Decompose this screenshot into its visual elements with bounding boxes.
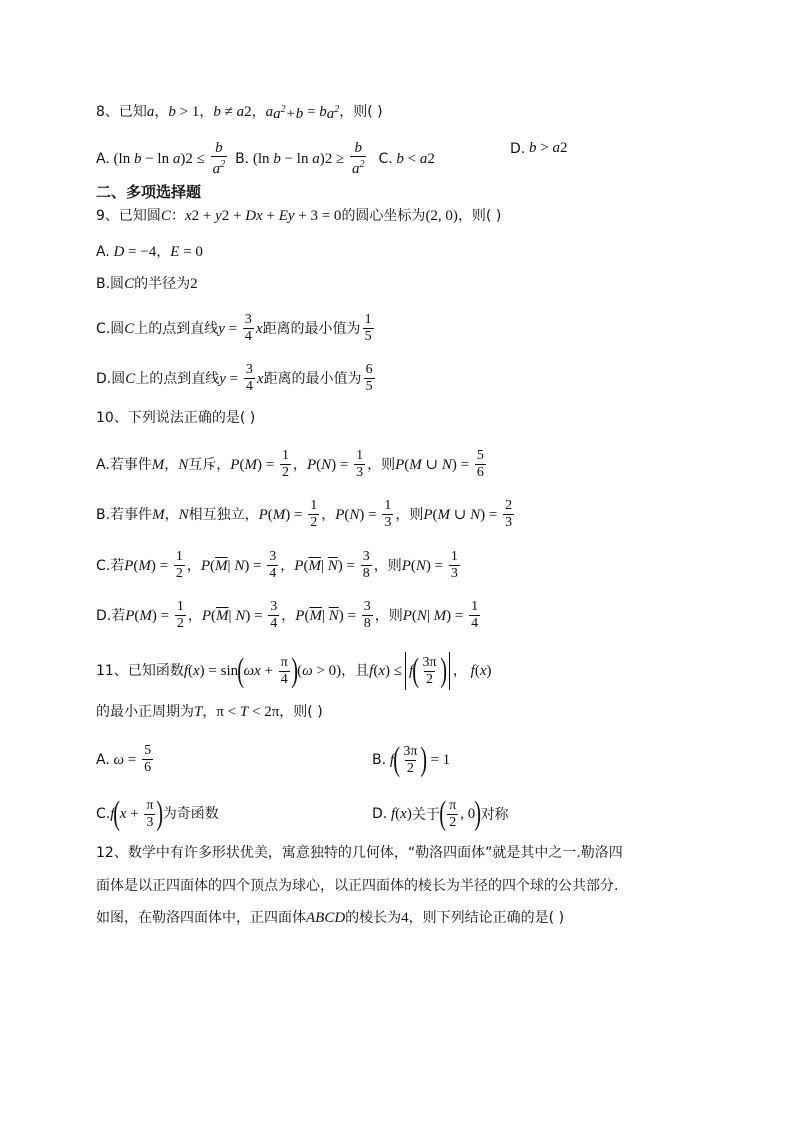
q10-option-c: C.若 P ( M ) = $\frac{1}{2}$ ， P ( $\overline{M}$ | N ) = $\frac{3}{4}$ ， P ( $\overline{M}$ | $\overline{N}$ ) = $\frac{3}{8}$ ，则 P ( N ) = $\frac{1}{3}$ xyxy=(96,549,458,581)
q11-option-a: A. ω = $\frac{5}{6}$ xyxy=(96,743,152,775)
q9-option-a: A. D = −4 ， E = 0 xyxy=(96,244,203,260)
q9-option-c: C.圆 C 上的点到直线 y = $\frac{3}{4}$ x 距离的最小值为 $\frac{1}{5}$ xyxy=(96,312,372,344)
section-title: 二、多项选择题 xyxy=(96,183,202,201)
q12-line-3: 如图，在勒洛四面体中，正四面体 ABCD 的棱长为 4 ，则下列结论正确的是( ) xyxy=(96,910,565,926)
q9-option-d: D.圆 C 上的点到直线 y = $\frac{3}{4}$ x 距离的最小值为 $\frac{6}{5}$ xyxy=(96,362,373,394)
q11-stem: 11、已知函数 f ( x ) = sin ( ωx + $\frac{\pi}{4}$ ) ( ω > 0) ，且 f ( x ) ≤ f ( $\frac{3\pi}{2}$ ) ， f ( x ) xyxy=(96,652,492,689)
q8-option-b: B. xyxy=(235,150,250,167)
q9-stem: 9、已知圆 C ： x 2 + y 2 + Dx + Ey + 3 = 0 的圆心坐标为 (2, 0) ，则( ) xyxy=(96,208,502,224)
q8-option-c: C. xyxy=(378,150,393,167)
q11-option-b: B. f ( $\frac{3\pi}{2}$ ) = 1 xyxy=(372,741,451,778)
q8-option-d: D. b > a 2 xyxy=(510,140,568,157)
q12-line-2: 面体是以正四面体的四个顶点为球心，以正四面体的棱长为半径的四个球的公共部分. xyxy=(96,878,619,894)
q8-stem: 8、已知 a ， b > 1 ， b ≠ a 2 ， a $a^2+b$ = b $a^2$ ，则( ) xyxy=(96,104,383,122)
q8-option-a: A. xyxy=(96,150,110,167)
q10-option-a: A.若事件 M ， N 互斥， P ( M ) = $\frac{1}{2}$ ， P ( N ) = $\frac{1}{3}$ ，则 P ( M ∪ N ) = $\frac{5}{6}$ xyxy=(96,448,484,480)
q12-line-1: 12、数学中有许多形状优美，寓意独特的几何体，“勒洛四面体”就是其中之一.勒洛四 xyxy=(96,845,623,861)
q11-option-c: C. f ( x + $\frac{\pi}{3}$ ) 为奇函数 xyxy=(96,795,219,832)
q9-option-b: B.圆 C 的半径为 2 xyxy=(96,276,198,292)
q10-option-d: D.若 P ( M ) = $\frac{1}{2}$ ， P ( $\overline{M}$ | N ) = $\frac{3}{4}$ ， P ( $\overline{M}$ | $\overline{N}$ ) = $\frac{3}{8}$ ，则 P ( N | M ) = $\frac{1}{4}$ xyxy=(96,599,479,631)
q10-stem: 10、下列说法正确的是( ) xyxy=(96,410,256,426)
q10-option-b: B.若事件 M ， N 相互独立， P ( M ) = $\frac{1}{2}$ ， P ( N ) = $\frac{1}{3}$ ，则 P ( M ∪ N ) = $\frac{2}{3}$ xyxy=(96,498,513,530)
q8-options: A. (ln b − ln a ) 2 ≤ $\frac{b}{a^2}$ B. (ln b − ln a ) 2 ≥ $\frac{b}{a^2}$ C. b < a 2 xyxy=(96,140,435,177)
q11-stem-line2: 的最小正周期为 T ， π < T < 2π ，则( ) xyxy=(96,704,323,720)
q11-option-d: D. f ( x ) 关于 ( $\frac{\pi}{2}$ , 0 ) 对称 xyxy=(372,795,509,832)
